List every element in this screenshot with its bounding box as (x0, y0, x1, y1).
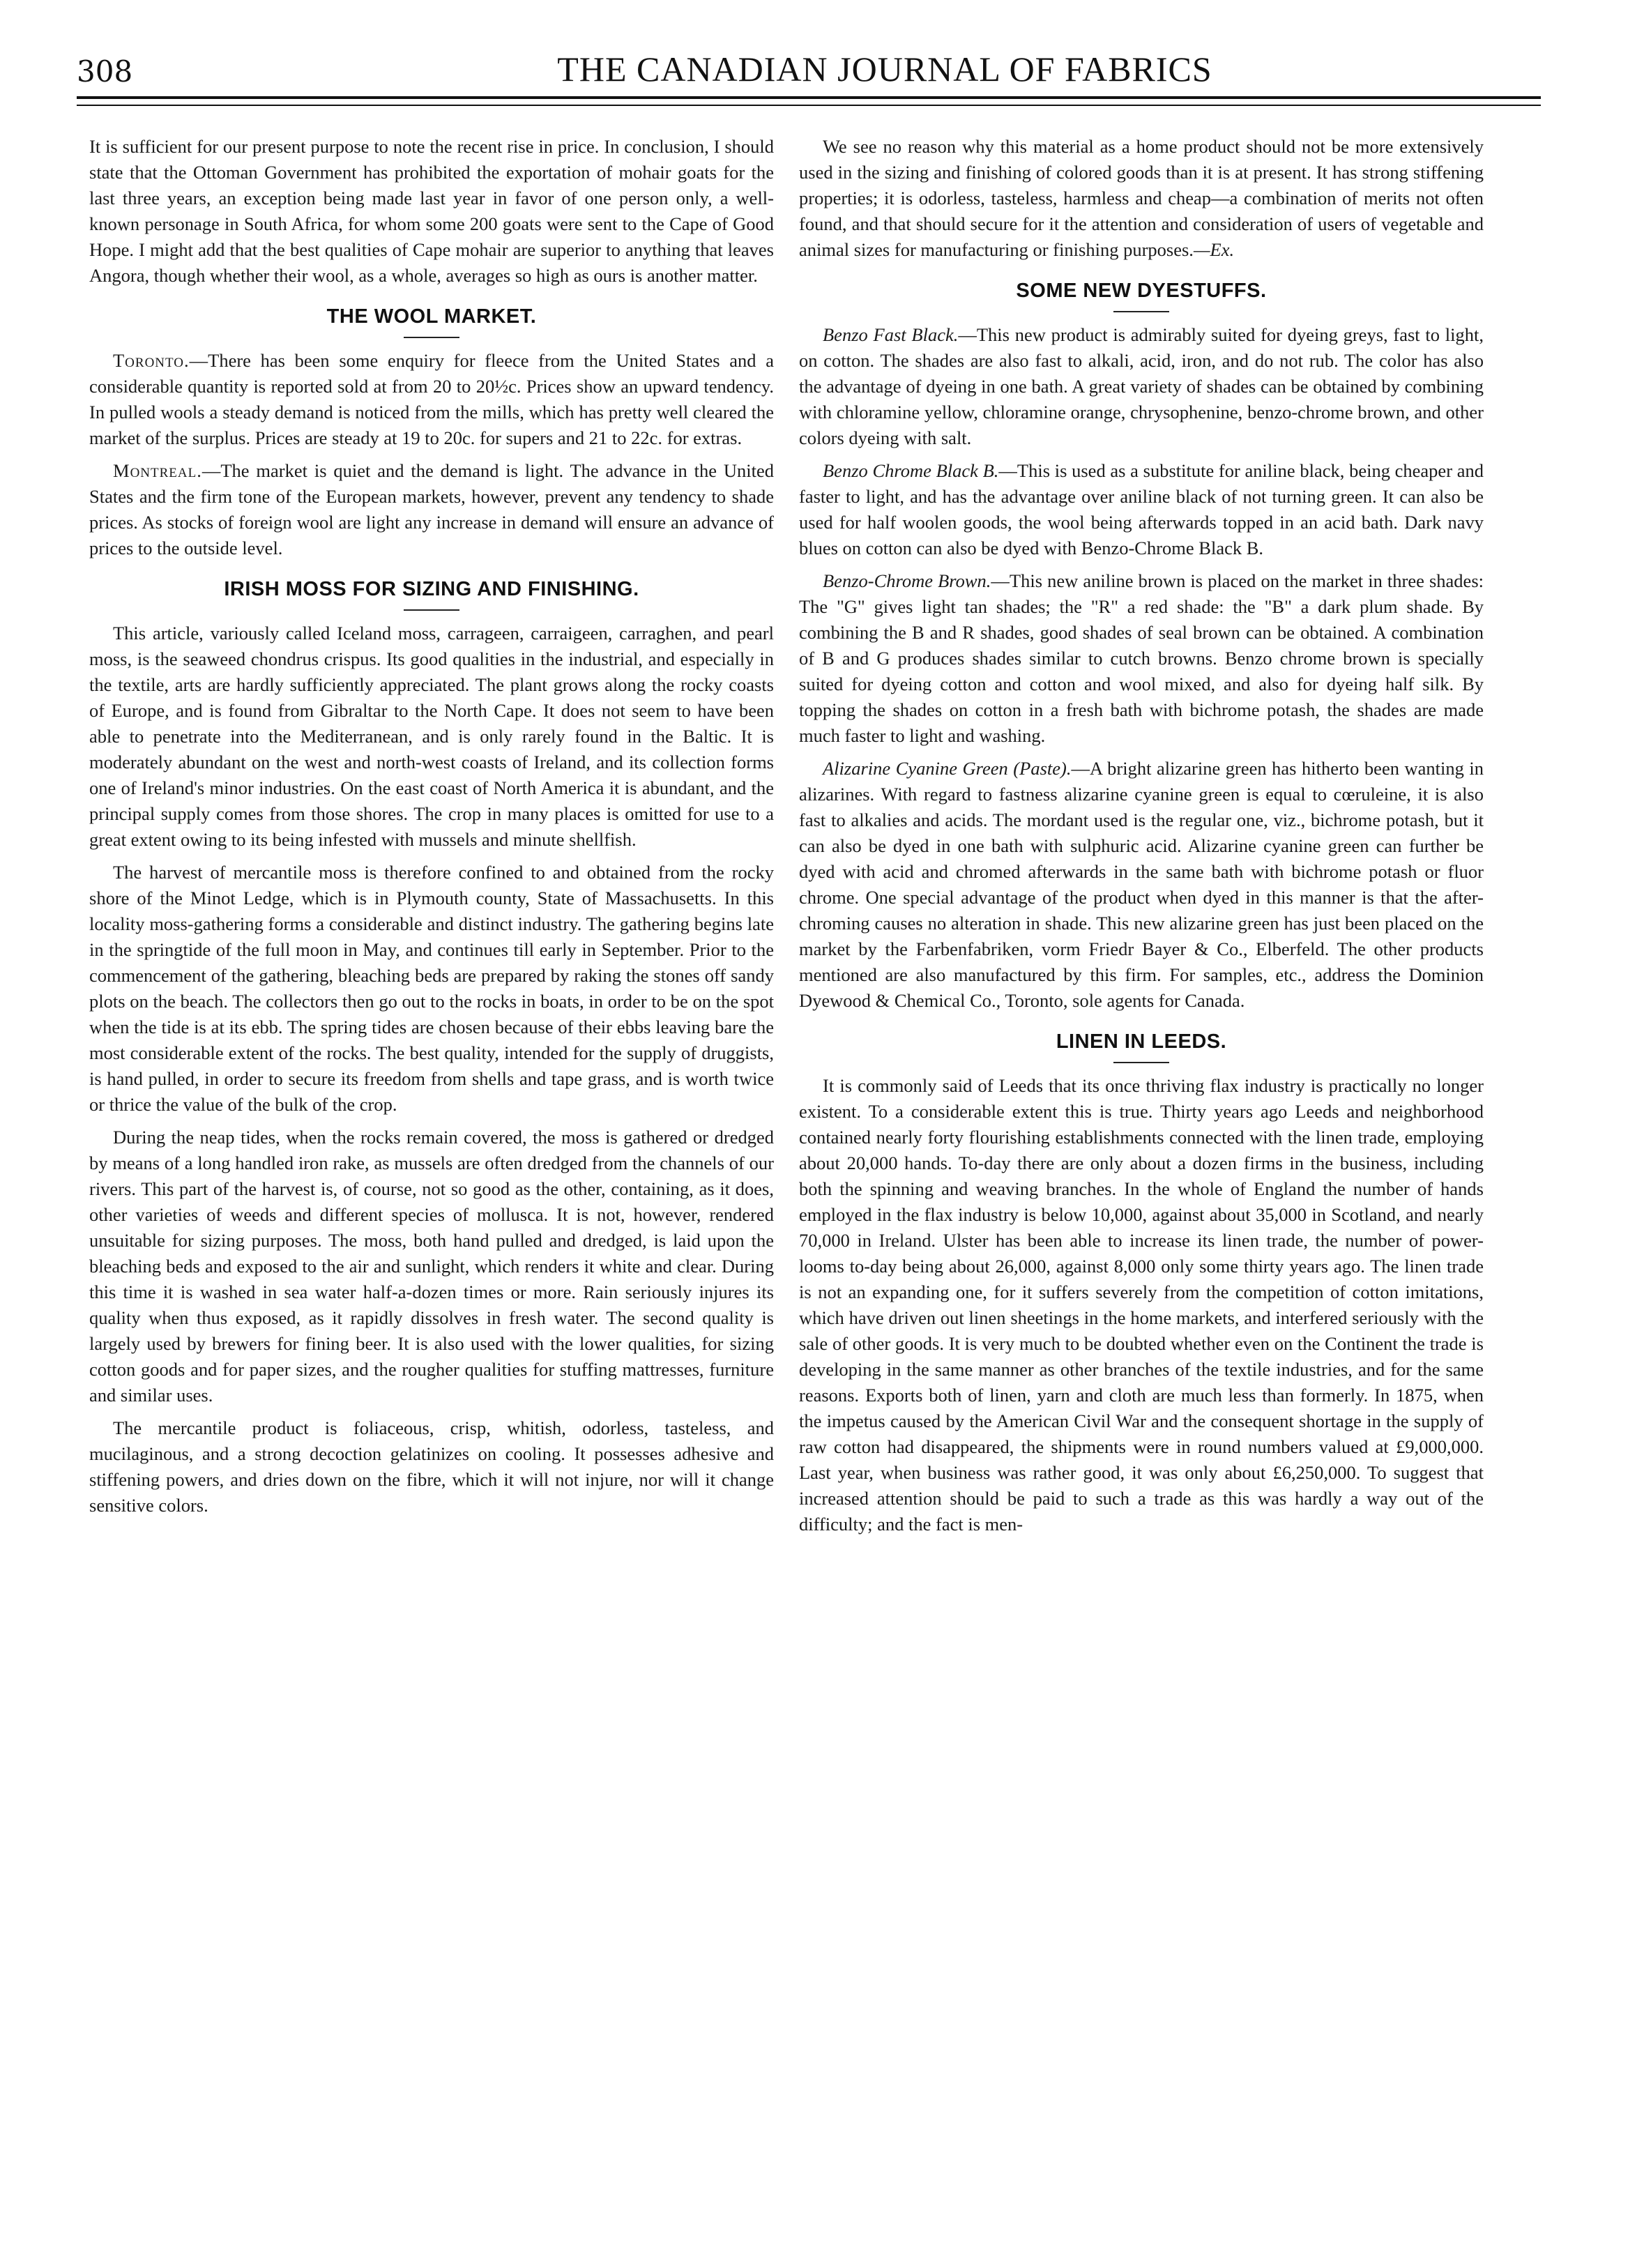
dyestuff-name: Benzo Fast Black. (823, 324, 959, 345)
right-column (799, 134, 1484, 1544)
linen-paragraph: It is commonly said of Leeds that its once thriving flax industry is practically no longer existent. To a considerable extent this is true. Thirty years ago Leeds and neighborhood contained nearly forty flourishing establishments connected with the linen trade, employing about 20,000 hands. To-day there are only about a dozen firms in the business, including both the spinning and weaving branches. In the whole of England the number of hands employed in the flax industry is below 10,000, against about 35,000 in Scotland, and nearly 70,000 in Ireland. Ulster has been able to increase its linen trade, the number of power-looms to-day being about 26,000, against 8,000 only some thirty years ago. The linen trade is not an expanding one, for it suffers severely from the competition of cotton imitations, which have driven out linen sheetings in the home markets, and interfered seriously with the sale of other goods. It is very much to be doubted whether even on the Continent the trade is developing in the same manner as other branches of the textile industries, and for the same reasons. Exports both of linen, yarn and cloth are much less than formerly. In 1875, when the impetus caused by the American Civil War and the consequent shortage in the supply of raw cotton had disappeared, the shipments were in round numbers valued at £9,000,000. Last year, when business was rather good, it was only about £6,250,000. To suggest that increased attention should be paid to such a trade as this was hardly a way out of the difficulty; and the fact is men- (799, 1075, 1484, 1535)
dyestuff-name: Benzo-Chrome Brown. (823, 570, 991, 591)
header-rule-thin (77, 105, 1541, 106)
irish-moss-paragraph: During the neap tides, when the rocks remain covered, the moss is gathered or dredged by means of a long handled iron rake, as mussels are often dredged from the channels of our rivers. This part of the harvest is, of course, not so good as the other, containing, as it does, other varieties of weeds and different species of mollusca. It is not, however, rendered unsuitable for sizing purposes. The moss, both hand pulled and dredged, is laid upon the bleaching beds and exposed to the air and sunlight, which renders it white and clear. During this time it is washed in sea water half-a-dozen times or more. Rain seriously injures its quality when thus exposed, as it rapidly dissolves in fresh water. The second quality is largely used by brewers for fining beer. It is also used with the lower qualities, for sizing cotton goods and for paper sizes, and the rougher qualities for stuffing mattresses, furniture and similar uses. (89, 1127, 774, 1406)
dyestuff-name: Alizarine Cyanine Green (Paste). (823, 758, 1072, 779)
toronto-paragraph (89, 348, 774, 451)
linen-heading: LINEN IN LEEDS. (1056, 1030, 1227, 1053)
dyestuff-text: —This new product is admirably suited for dyeing greys, fast to light, on cotton. The shades are also fast to alkali, acid, iron, and do not rub. The color has also the advantage of dyeing in one bath. A great variety of shades can be obtained by combining with chloramine yellow, chloramine orange, chrysophenine, benzo-chrome brown, and other colors dyeing with salt. (799, 324, 1484, 448)
irish-moss-paragraph: This article, variously called Iceland moss, carrageen, carraigeen, carraghen, and pearl moss, is the seaweed chondrus crispus. Its good qualities in the industrial, and especially in the textile, arts are hardly sufficiently appreciated. The plant grows along the rocky coasts of Europe, and is found from Gibraltar to the North Cape. It does not seem to have been able to penetrate into the Mediterranean, and is only rarely found in the Baltic. It is moderately abundant on the west and north-west coasts of Ireland, and its collection forms one of Ireland's minor industries. On the east coast of North America it is abundant, and the principal supply comes from those shores. The crop in many places is omitted for use to a great extent owing to its being infested with mussels and minute shellfish. (89, 623, 774, 850)
toronto-lead: Toronto. (113, 350, 190, 371)
dyestuff-text: —This new aniline brown is placed on the market in three shades: The "G" gives light tan shades; the "R" a red shade: the "B" a dark plum shade. By combining the B and R shades, good shades of seal brown can be obtained. A combination of B and G produces shades similar to cutch browns. Benzo chrome brown is specially suited for dyeing cotton and cotton and wool mixed, and also for dyeing half silk. By topping the shades on cotton in a fresh bath with bichrome potash, the shades are made much faster to light and washing. (799, 570, 1484, 746)
irish-moss-heading: IRISH MOSS FOR SIZING AND FINISHING. (224, 578, 639, 600)
montreal-text: —The market is quiet and the demand is light. The advance in the United States and the firm tone of the European markets, however, prevent any tendency to shade prices. As stocks of foreign wool are light any increase in demand will ensure an advance of prices to the outside level. (89, 460, 774, 558)
dyestuff-text: —A bright alizarine green has hitherto been wanting in alizarines. With regard to fastness alizarine cyanine green is equal to cœruleine, it is also fast to alkalies and acids. The mordant used is the regular one, viz., bichrome potash, but it can also be dyed in one bath with sulphuric acid. Alizarine cyanine green can further be dyed with acid and chromed afterwards in the same bath with bichrome potash or fluor chrome. One special advantage of the product when dyed in this manner is that the after-chroming causes no alteration in shade. This new alizarine green has just been placed on the market by the Farbenfabriken, vorm Friedr Bayer & Co., Elberfeld. The other products mentioned are also manufactured by this firm. For samples, etc., address the Dominion Dyewood & Chemical Co., Toronto, sole agents for Canada. (799, 758, 1484, 1011)
page-number: 308 (77, 54, 133, 89)
moss-conclusion-paragraph (799, 134, 1484, 263)
dyestuffs-heading: SOME NEW DYESTUFFS. (1016, 280, 1267, 302)
toronto-text: —There has been some enquiry for fleece from the United States and a considerable quantity is reported sold at from 20 to 20½c. Prices show an upward tendency. In pulled wools a steady demand is noticed from the mills, which has pretty well cleared the market of the surplus. Prices are steady at 19 to 20c. for supers and 21 to 22c. for extras. (89, 350, 774, 448)
montreal-lead: Montreal. (113, 460, 202, 481)
dyestuff-name: Benzo Chrome Black B. (823, 460, 999, 481)
dyestuff-text: —This is used as a substitute for aniline black, being cheaper and faster to light, and has the advantage over aniline black of not turning green. It can also be used for half woolen goods, the wool being afterwards topped in an acid bath. Dark navy blues on cotton can also be dyed with Benzo-Chrome Black B. (799, 460, 1484, 558)
moss-conclusion-text: We see no reason why this material as a home product should not be more extensively used in the sizing and finishing of colored goods than it is at present. It has strong stiffening properties; it is odorless, tasteless, harmless and cheap—a combination of merits not often found, and that should secure for it the attention and consideration of users of vegetable and animal sizes for manufacturing or finishing purposes. (799, 136, 1484, 260)
running-title: THE CANADIAN JOURNAL OF FABRICS (557, 50, 1212, 89)
wool-market-heading: THE WOOL MARKET. (326, 305, 537, 328)
montreal-paragraph (89, 458, 774, 561)
dyestuff-paragraph (799, 568, 1484, 749)
irish-moss-paragraph: The mercantile product is foliaceous, crisp, whitish, odorless, tasteless, and mucilaginous, and a strong decoction gelatinizes on cooling. It possesses adhesive and stiffening powers, and dries down on the fibre, which it will not injure, nor will it change sensitive colors. (89, 1417, 774, 1516)
heading-rule (404, 337, 459, 338)
mohair-conclusion-paragraph: It is sufficient for our present purpose to note the recent rise in price. In conclusion, I should state that the Ottoman Government has prohibited the exportation of mohair goats for the last three years, an exception being made last year in favor of one person only, a well-known personage in South Africa, for whom some 200 goats were sent to the Cape of Good Hope. I might add that the best qualities of Cape mohair are superior to anything that leaves Angora, though whether their wool, as a whole, averages so high as ours is another matter. (89, 136, 774, 286)
moss-signature: —Ex. (1193, 239, 1235, 260)
dyestuff-paragraph (799, 756, 1484, 1014)
heading-rule (404, 609, 459, 611)
heading-rule (1113, 1062, 1169, 1063)
irish-moss-paragraph: The harvest of mercantile moss is therefore confined to and obtained from the rocky shore of the Minot Ledge, which is in Plymouth county, State of Massachusetts. In this locality moss-gathering forms a considerable and distinct industry. The gathering begins late in the springtide of the full moon in May, and continues till early in September. Prior to the commencement of the gathering, bleaching beds are prepared by raking the stones off sandy plots on the beach. The collectors then go out to the rocks in boats, in order to be on the spot when the tide is at its ebb. The spring tides are chosen because of their ebbs leaving bare the most considerable extent of the rocks. The best quality, intended for the supply of druggists, is hand pulled, in order to secure its freedom from shells and tape grass, and is worth twice or thrice the value of the bulk of the crop. (89, 862, 774, 1115)
dyestuff-paragraph (799, 322, 1484, 451)
header-rule-thick (77, 96, 1541, 99)
left-column (89, 134, 774, 1525)
dyestuff-paragraph (799, 458, 1484, 561)
heading-rule (1113, 311, 1169, 312)
